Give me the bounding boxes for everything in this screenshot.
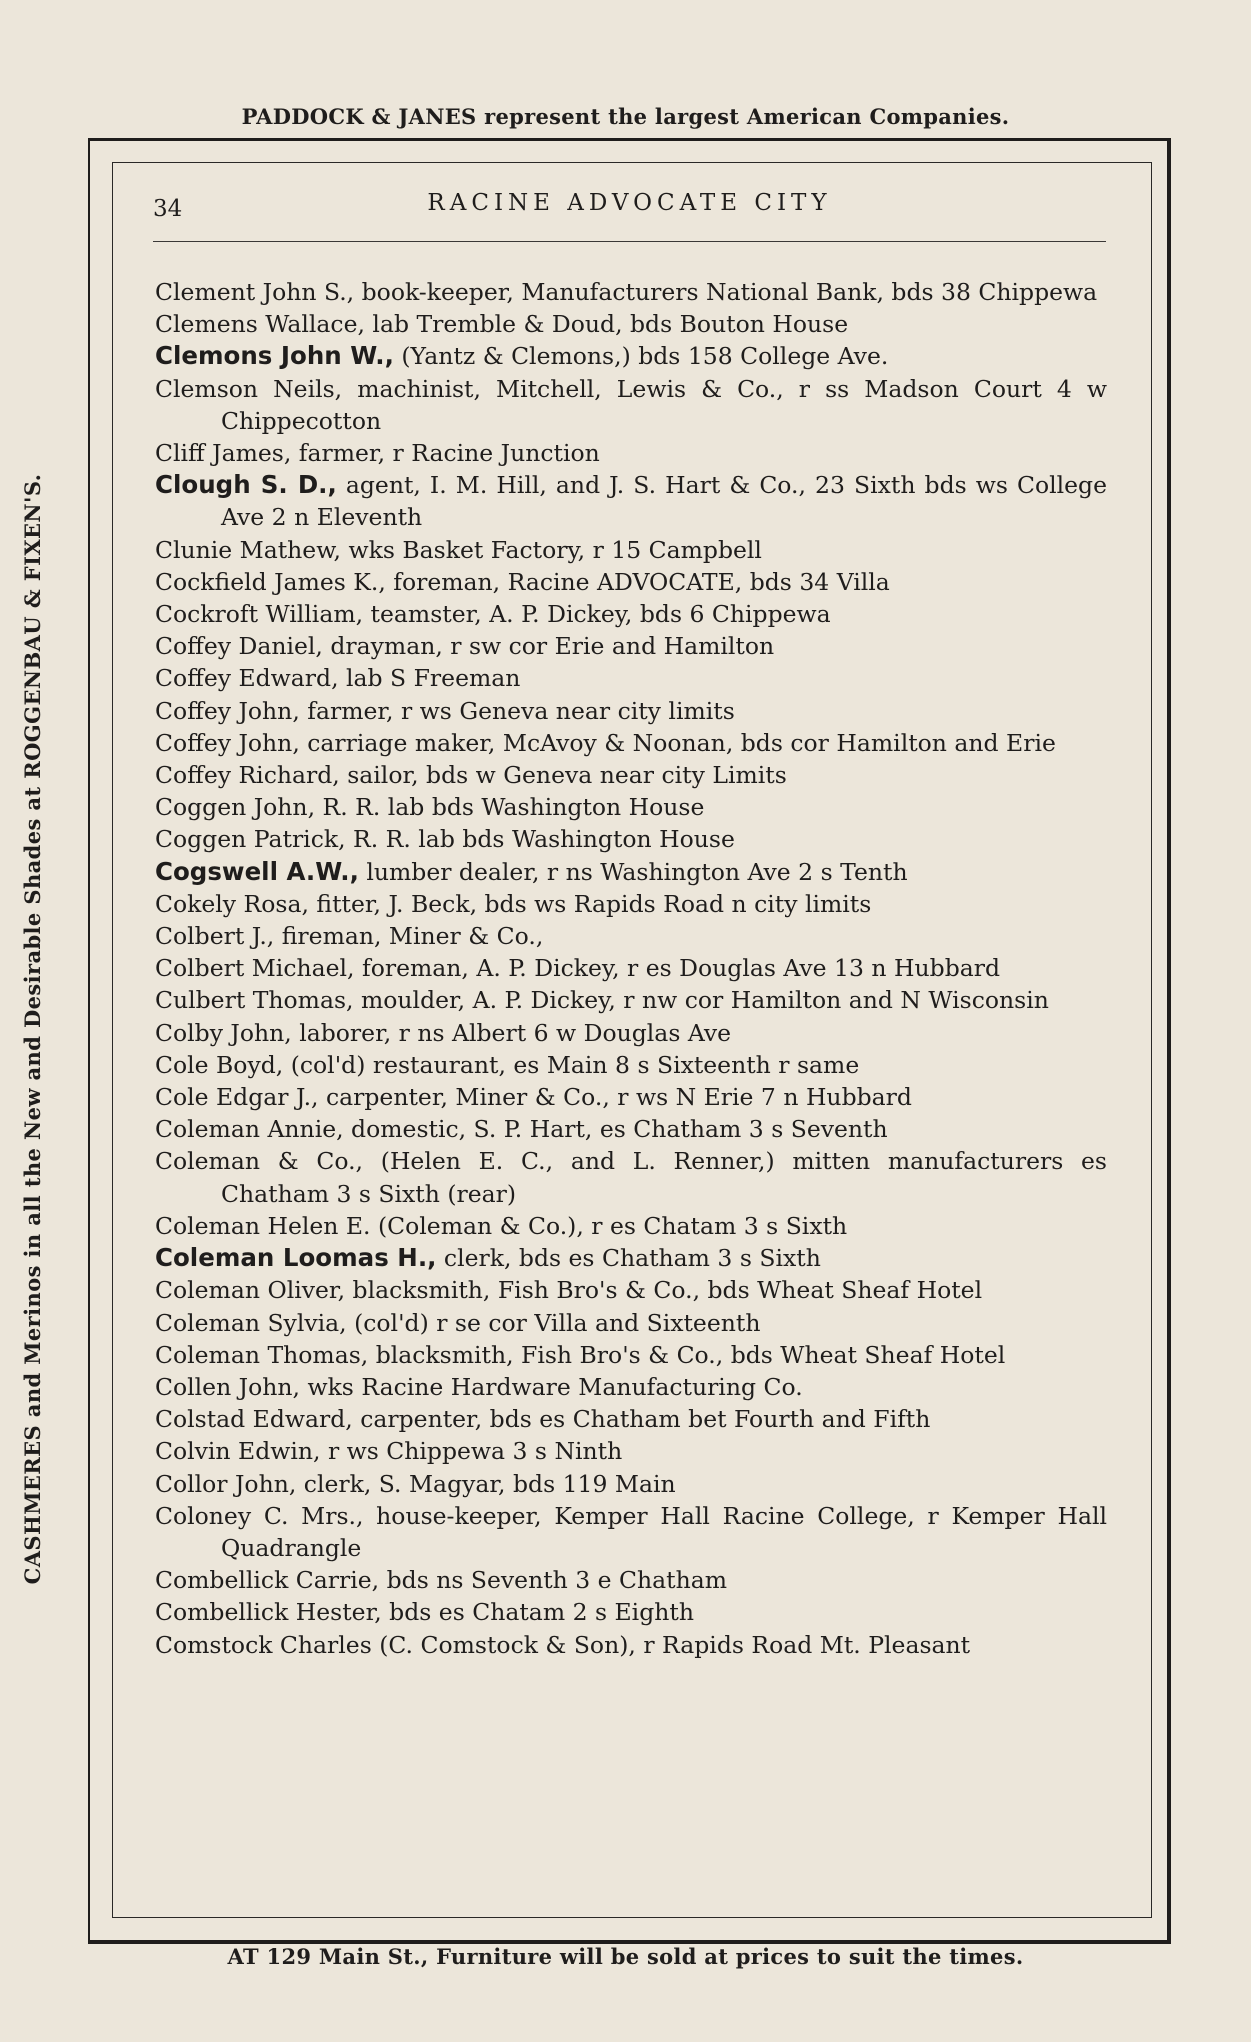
entry-text: Clemson Neils, machinist, Mitchell, Lewis & Co., r ss Madson Court 4 w Chippecotton xyxy=(155,374,1107,435)
directory-entry xyxy=(155,791,1107,823)
entry-bold-name: Clemons John W., xyxy=(155,341,394,371)
entry-text: agent, I. M. Hill, and J. S. Hart & Co., 23 Sixth bds ws College Ave 2 n Eleventh xyxy=(221,471,1107,532)
directory-entry xyxy=(155,1339,1107,1371)
entry-text: Cole Edgar J., carpenter, Miner & Co., r ws N Erie 7 n Hubbard xyxy=(155,1083,912,1112)
entry-text: Coleman & Co., (Helen E. C., and L. Renner,) mitten manufacturers es Chatham 3 s Sixth (rear) xyxy=(155,1147,1107,1208)
directory-entry xyxy=(155,695,1107,727)
directory-entry xyxy=(155,1403,1107,1435)
directory-entry xyxy=(155,437,1107,469)
entry-text: Coloney C. Mrs., house-keeper, Kemper Hall Racine College, r Kemper Hall Quadrangle xyxy=(155,1501,1107,1562)
directory-entry xyxy=(155,920,1107,952)
directory-entry xyxy=(155,534,1107,566)
entry-text: Colbert J., fireman, Miner & Co., xyxy=(155,922,544,951)
entry-text: Cokely Rosa, fitter, J. Beck, bds ws Rapids Road n city limits xyxy=(155,889,872,918)
entry-text: (Yantz & Clemons,) bds 158 College Ave. xyxy=(393,342,889,371)
entry-text: Colvin Edwin, r ws Chippewa 3 s Ninth xyxy=(155,1437,623,1466)
directory-entry xyxy=(155,952,1107,984)
entry-bold-name: Cogswell A.W., xyxy=(155,856,359,886)
entry-text: Cockroft William, teamster, A. P. Dickey, bds 6 Chippewa xyxy=(155,600,831,629)
header-divider xyxy=(153,241,1106,242)
entry-text: Coffey Edward, lab S Freeman xyxy=(155,664,521,693)
directory-entry xyxy=(155,276,1107,308)
directory-entry xyxy=(155,759,1107,791)
directory-entry xyxy=(155,1307,1107,1339)
directory-entry xyxy=(155,340,1107,372)
directory-entries xyxy=(155,276,1107,1661)
directory-entry xyxy=(155,888,1107,920)
entry-text: Cliff James, farmer, r Racine Junction xyxy=(155,439,600,468)
entry-text: Coggen Patrick, R. R. lab bds Washington House xyxy=(155,825,735,854)
entry-text: Collen John, wks Racine Hardware Manufacturing Co. xyxy=(155,1372,803,1401)
entry-text: Coleman Helen E. (Coleman & Co.), r es Chatam 3 s Sixth xyxy=(155,1211,848,1240)
directory-entry xyxy=(155,1596,1107,1628)
entry-text: Colbert Michael, foreman, A. P. Dickey, r es Douglas Ave 13 n Hubbard xyxy=(155,954,1001,983)
entry-text: Clemens Wallace, lab Tremble & Doud, bds Bouton House xyxy=(155,310,849,339)
directory-entry xyxy=(155,1500,1107,1564)
entry-text: Cole Boyd, (col'd) restaurant, es Main 8 s Sixteenth r same xyxy=(155,1050,860,1079)
directory-entry xyxy=(155,566,1107,598)
directory-entry xyxy=(155,308,1107,340)
entry-bold-name: Coleman Loomas H., xyxy=(155,1243,437,1273)
page-number: 34 xyxy=(153,196,183,222)
entry-text: Combellick Carrie, bds ns Seventh 3 e Chatham xyxy=(155,1566,728,1595)
entry-text: clerk, bds es Chatham 3 s Sixth xyxy=(436,1244,821,1273)
entry-bold-name: Clough S. D., xyxy=(155,470,337,500)
bottom-advertisement-banner: AT 129 Main St., Furniture will be sold at prices to suit the times. xyxy=(227,1944,1024,1969)
directory-entry xyxy=(155,1435,1107,1467)
directory-entry xyxy=(155,984,1107,1016)
entry-text: Culbert Thomas, moulder, A. P. Dickey, r nw cor Hamilton and N Wisconsin xyxy=(155,986,1049,1015)
directory-entry xyxy=(155,823,1107,855)
entry-text: Combellick Hester, bds es Chatam 2 s Eighth xyxy=(155,1598,694,1627)
top-advertisement-banner: PADDOCK & JANES represent the largest American Companies. xyxy=(241,104,1010,129)
entry-text: Colstad Edward, carpenter, bds es Chatham bet Fourth and Fifth xyxy=(155,1405,931,1434)
entry-text: Collor John, clerk, S. Magyar, bds 119 Main xyxy=(155,1469,676,1498)
entry-text: Clunie Mathew, wks Basket Factory, r 15 Campbell xyxy=(155,535,762,564)
directory-entry xyxy=(155,630,1107,662)
directory-entry xyxy=(155,1629,1107,1661)
entry-text: Coleman Sylvia, (col'd) r se cor Villa and Sixteenth xyxy=(155,1308,761,1337)
entry-text: lumber dealer, r ns Washington Ave 2 s Tenth xyxy=(358,857,908,886)
directory-entry xyxy=(155,1049,1107,1081)
directory-entry xyxy=(155,373,1107,437)
side-advertisement-banner: CASHMERES and Merinos in all the New and Desirable Shades at ROGGENBAU & FIXEN'S. xyxy=(20,473,45,1585)
directory-entry xyxy=(155,469,1107,533)
directory-entry xyxy=(155,856,1107,888)
entry-text: Coleman Thomas, blacksmith, Fish Bro's & Co., bds Wheat Sheaf Hotel xyxy=(155,1340,1006,1369)
directory-entry xyxy=(155,1113,1107,1145)
running-title: RACINE ADVOCATE CITY xyxy=(427,190,832,216)
directory-entry xyxy=(155,1210,1107,1242)
directory-entry xyxy=(155,1564,1107,1596)
entry-text: Coffey John, carriage maker, McAvoy & Noonan, bds cor Hamilton and Erie xyxy=(155,728,1056,757)
directory-entry xyxy=(155,598,1107,630)
entry-text: Comstock Charles (C. Comstock & Son), r Rapids Road Mt. Pleasant xyxy=(155,1630,971,1659)
entry-text: Coffey Richard, sailor, bds w Geneva near city Limits xyxy=(155,761,787,790)
entry-text: Coffey Daniel, drayman, r sw cor Erie and Hamilton xyxy=(155,632,775,661)
directory-entry xyxy=(155,727,1107,759)
directory-entry xyxy=(155,1274,1107,1306)
page-header xyxy=(153,190,1106,226)
entry-text: Coffey John, farmer, r ws Geneva near city limits xyxy=(155,696,735,725)
entry-text: Clement John S., book-keeper, Manufacturers National Bank, bds 38 Chippewa xyxy=(155,278,1098,306)
directory-entry xyxy=(155,1468,1107,1500)
directory-entry xyxy=(155,1017,1107,1049)
entry-text: Coggen John, R. R. lab bds Washington House xyxy=(155,793,705,822)
entry-text: Coleman Oliver, blacksmith, Fish Bro's & Co., bds Wheat Sheaf Hotel xyxy=(155,1276,983,1305)
directory-entry xyxy=(155,1371,1107,1403)
directory-entry xyxy=(155,1081,1107,1113)
entry-text: Colby John, laborer, r ns Albert 6 w Douglas Ave xyxy=(155,1018,732,1047)
directory-entry xyxy=(155,1145,1107,1209)
entry-text: Cockfield James K., foreman, Racine ADVOCATE, bds 34 Villa xyxy=(155,567,890,596)
entry-text: Coleman Annie, domestic, S. P. Hart, es Chatham 3 s Seventh xyxy=(155,1115,888,1144)
directory-entry xyxy=(155,1242,1107,1274)
directory-entry xyxy=(155,662,1107,694)
